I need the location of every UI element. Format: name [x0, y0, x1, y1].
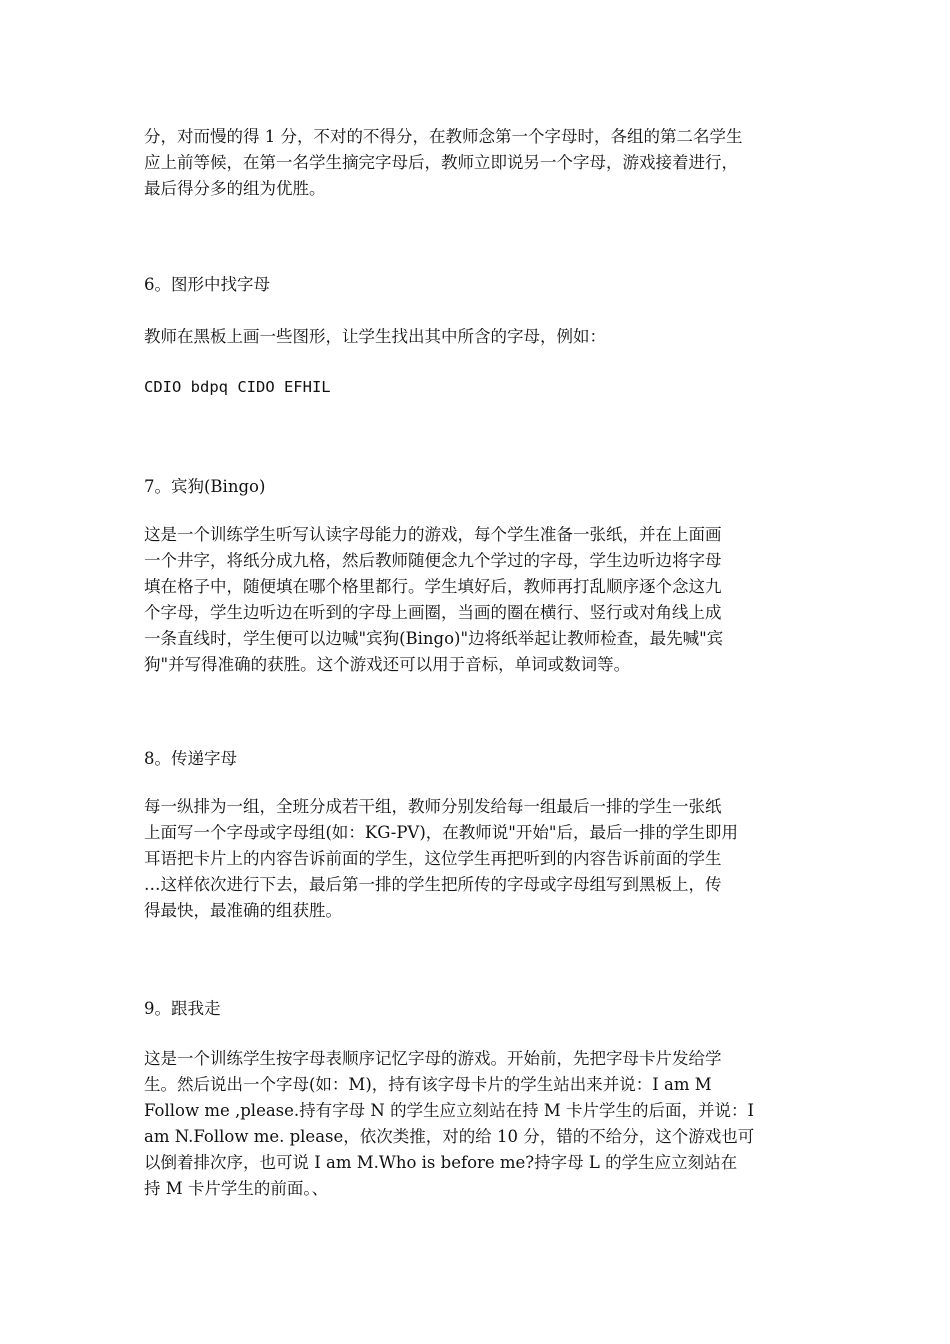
section-7-line: 狗"并写得准确的获胜。这个游戏还可以用于音标，单词或数词等。 — [144, 655, 631, 674]
section-8-line: 上面写一个字母或字母组(如：KG-PV)，在教师说"开始"后，最后一排的学生即用 — [144, 823, 738, 842]
section-8-line: …这样依次进行下去，最后第一排的学生把所传的字母或字母组写到黑板上，传 — [144, 875, 722, 894]
section-6-paragraph: 教师在黑板上画一些图形，让学生找出其中所含的字母，例如： — [144, 327, 606, 346]
section-9-line: 生。然后说出一个字母(如：M)，持有该字母卡片的学生站出来并说：I am M — [144, 1075, 712, 1094]
section-7-line: 一条直线时，学生便可以边喊"宾狗(Bingo)"边将纸举起让教师检查，最先喊"宾 — [144, 629, 724, 648]
section-9-line: 这是一个训练学生按字母表顺序记忆字母的游戏。开始前，先把字母卡片发给学 — [144, 1049, 722, 1068]
section-9-line: 以倒着排次序，也可说 I am M.Who is before me?持字母 L 的学生应立刻站在 — [144, 1153, 738, 1172]
section-9-line: am N.Follow me. please，依次类推，对的给 10 分，错的不给分，这个游戏也可 — [144, 1127, 755, 1146]
section-8-line: 得最快，最准确的组获胜。 — [144, 901, 342, 920]
section-9-line: 持 M 卡片学生的前面。、 — [144, 1179, 329, 1198]
section-6-example: CDIO bdpq CIDO EFHIL — [144, 378, 331, 396]
section-7-line: 这是一个训练学生听写认读字母能力的游戏，每个学生准备一张纸，并在上面画 — [144, 525, 722, 544]
section-9-heading: 9。跟我走 — [144, 999, 221, 1018]
section-9-line: Follow me ,please.持有字母 N 的学生应立刻站在持 M 卡片学生的后面，并说：I — [144, 1101, 754, 1120]
section-8-heading: 8。传递字母 — [144, 749, 237, 768]
section-7-line: 填在格子中，随便填在哪个格里都行。学生填好后，教师再打乱顺序逐个念这九 — [144, 577, 722, 596]
section-7-line: 一个井字，将纸分成九格，然后教师随便念九个学过的字母，学生边听边将字母 — [144, 551, 722, 570]
section-7-heading: 7。宾狗(Bingo) — [144, 477, 266, 496]
section-6-heading: 6。图形中找字母 — [144, 275, 270, 294]
section-8-line: 耳语把卡片上的内容告诉前面的学生，这位学生再把听到的内容告诉前面的学生 — [144, 849, 722, 868]
section-7-line: 个字母，学生边听边在听到的字母上画圈，当画的圈在横行、竖行或对角线上成 — [144, 603, 722, 622]
section-8-line: 每一纵排为一组，全班分成若干组，教师分别发给每一组最后一排的学生一张纸 — [144, 797, 722, 816]
intro-line: 应上前等候，在第一名学生摘完字母后，教师立即说另一个字母，游戏接着进行， — [144, 153, 738, 172]
intro-line: 分，对而慢的得 1 分，不对的不得分，在教师念第一个字母时，各组的第二名学生 — [144, 127, 743, 146]
intro-line: 最后得分多的组为优胜。 — [144, 179, 326, 198]
